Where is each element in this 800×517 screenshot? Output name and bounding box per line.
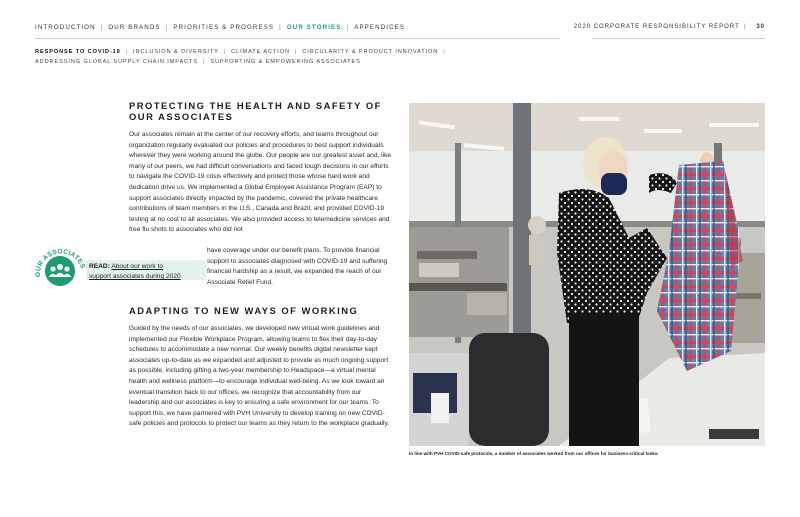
sub-nav-row xyxy=(35,47,451,57)
nav-separator: | xyxy=(346,24,350,31)
top-nav xyxy=(35,24,405,31)
subnav-inclusion-diversity[interactable]: INCLUSION & DIVERSITY xyxy=(133,49,219,55)
nav-separator: | xyxy=(100,24,104,31)
nav-separator: | xyxy=(203,59,206,65)
subnav-climate-action[interactable]: CLIMATE ACTION xyxy=(231,49,290,55)
read-callout xyxy=(86,260,206,280)
nav-separator: | xyxy=(125,49,129,55)
section-heading-new-ways: ADAPTING TO NEW WAYS OF WORKING xyxy=(129,305,359,316)
badge-circle xyxy=(45,256,75,286)
read-link-associates-line2[interactable]: support associates during 2020 xyxy=(89,273,181,280)
nav-separator: | xyxy=(279,24,282,31)
office-photo xyxy=(409,103,765,446)
subnav-circularity[interactable]: CIRCULARITY & PRODUCT INNOVATION xyxy=(302,49,439,55)
nav-separator: | xyxy=(223,49,227,55)
badge-label: OUR ASSOCIATES xyxy=(34,248,87,278)
subnav-supply-chain[interactable]: ADDRESSING GLOBAL SUPPLY CHAIN IMPACTS xyxy=(35,59,198,65)
nav-appendices[interactable]: APPENDICES xyxy=(354,24,406,31)
nav-our-brands[interactable]: OUR BRANDS xyxy=(108,24,161,31)
subnav-response-covid[interactable]: RESPONSE TO COVID-19 xyxy=(35,49,121,55)
photo-caption: In line with PVH COVID-safe protocols, a number of associates worked from our offices for business-critical tasks. xyxy=(409,451,659,456)
subnav-supporting-associates[interactable]: SUPPORTING & EMPOWERING ASSOCIATES xyxy=(210,59,361,65)
header-separator: | xyxy=(743,24,747,30)
sub-nav-row xyxy=(35,57,451,67)
nav-separator: | xyxy=(294,49,298,55)
read-link-associates[interactable]: About our work to xyxy=(111,263,164,270)
nav-priorities-progress[interactable]: PRIORITIES & PROGRESS xyxy=(173,24,275,31)
report-header xyxy=(574,24,765,30)
body-paragraph-continued: have coverage under our benefit plans. To provide financial support to associates diagnosed with COVID-19 and suffering financial hardship as a result, we expanded the reach of our Associate Relief Fund. xyxy=(207,247,388,286)
nav-introduction[interactable]: INTRODUCTION xyxy=(35,24,96,31)
body-paragraph: Guided by the needs of our associates, we developed new virtual work guidelines and implemented our Flexible Workplace Program, allowing teams to flex their day-to-day schedules to accommodate a new normal. Our weekly benefits digital newsletter kept associates up-to-date as we expanded and adjusted to provide as much ongoing support as possible, including gifting a two-year membership to Headspace—a virtual mental health and wellness platform—to encourage individual well-being. As we look toward an eventual transition back to our offices, we recognize that accountability from our leadership and our associates is key to ensuring a safe environment for our teams. To support this, we have partnered with PVH University to develop training on new COVID-safe policies and protocols to protect our teams as they return to the workplace gradually. xyxy=(129,325,390,428)
section-heading-health-safety: PROTECTING THE HEALTH AND SAFETY OF OUR ASSOCIATES xyxy=(129,100,382,122)
header-rule xyxy=(35,38,560,39)
body-paragraph: Our associates remain at the center of our recovery efforts, and teams throughout our organization regularly evaluated our policies and procedures to best support individuals wherever they were working around the globe. Our people are our greatest asset and, like many of our peers, we had difficult conversations and faced tough decisions in our efforts to navigate the COVID-19 crisis effectively and protect those whose hard work and dedication drive us. We implemented a Global Employee Assistance Program (EAP) to support associates directly impacted by the pandemic, covered the private healthcare contributions of team members in the U.S., Canada and Brazil, and provided COVID-19 testing at no cost to all associates. We also provided access to telemedicine services and free flu shots to associates who did not xyxy=(129,131,392,234)
read-label: READ: xyxy=(89,263,110,270)
nav-separator: | xyxy=(443,49,446,55)
our-associates-badge xyxy=(34,244,88,290)
sub-nav xyxy=(35,47,451,67)
report-title: 2020 CORPORATE RESPONSIBILITY REPORT xyxy=(573,24,740,30)
nav-our-stories[interactable]: OUR STORIES xyxy=(286,24,342,31)
page-number: 30 xyxy=(756,24,765,30)
nav-separator: | xyxy=(165,24,169,31)
header-rule xyxy=(592,38,765,39)
